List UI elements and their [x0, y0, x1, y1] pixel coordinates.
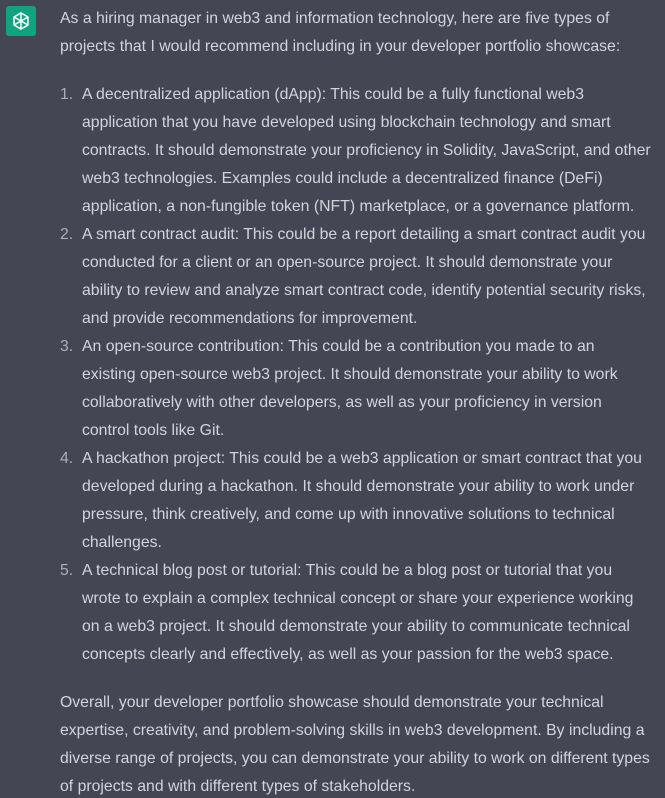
- list-item-text: An open-source contribution: This could be a contribution you made to an existing open-source web3 project. It should demonstrate your ability to work collaboratively with other developers, as well as your proficiency in version control tools like Git.: [82, 338, 618, 439]
- list-item: [60, 221, 652, 333]
- assistant-avatar: [6, 6, 36, 36]
- list-item: [60, 333, 652, 445]
- openai-logo-icon: [10, 10, 32, 32]
- list-item: [60, 81, 652, 221]
- list-item-text: A technical blog post or tutorial: This could be a blog post or tutorial that you wrote to explain a complex technical concept or share your experience working on a web3 project. It should demonstrate your ability to communicate technical concepts clearly and effectively, as well as your passion for the web3 space.: [82, 562, 634, 663]
- response-intro: As a hiring manager in web3 and information technology, here are five types of projects that I would recommend including in your developer portfolio showcase:: [60, 10, 621, 55]
- list-item-number: 3.: [60, 338, 74, 355]
- list-item: [60, 445, 652, 557]
- list-item-text: A smart contract audit: This could be a report detailing a smart contract audit you conducted for a client or an open-source project. It should demonstrate your ability to review and analyze smart contract code, identify potential security risks, and provide recommendations for improvement.: [82, 226, 646, 327]
- list-item: [60, 557, 652, 669]
- list-item-number: 2.: [60, 226, 74, 243]
- response-conclusion: Overall, your developer portfolio showcase should demonstrate your technical expertise, creativity, and problem-solving skills in web3 development. By including a diverse range of projects, you can demonstrate your ability to work on different types of projects and with different types of stakeholders.: [60, 694, 650, 795]
- list-item-text: A hackathon project: This could be a web3 application or smart contract that you developed during a hackathon. It should demonstrate your ability to work under pressure, think creatively, and come up with innovative solutions to technical challenges.: [82, 450, 642, 551]
- recommendation-list: [60, 81, 652, 669]
- response-content: [60, 5, 652, 798]
- list-item-number: 5.: [60, 562, 74, 579]
- list-item-number: 1.: [60, 86, 74, 103]
- list-item-number: 4.: [60, 450, 74, 467]
- list-item-text: A decentralized application (dApp): This could be a fully functional web3 application that you have developed using blockchain technology and smart contracts. It should demonstrate your proficiency in Solidity, JavaScript, and other web3 technologies. Examples could include a decentralized finance (DeFi) application, a non-fungible token (NFT) marketplace, or a governance platform.: [82, 86, 651, 215]
